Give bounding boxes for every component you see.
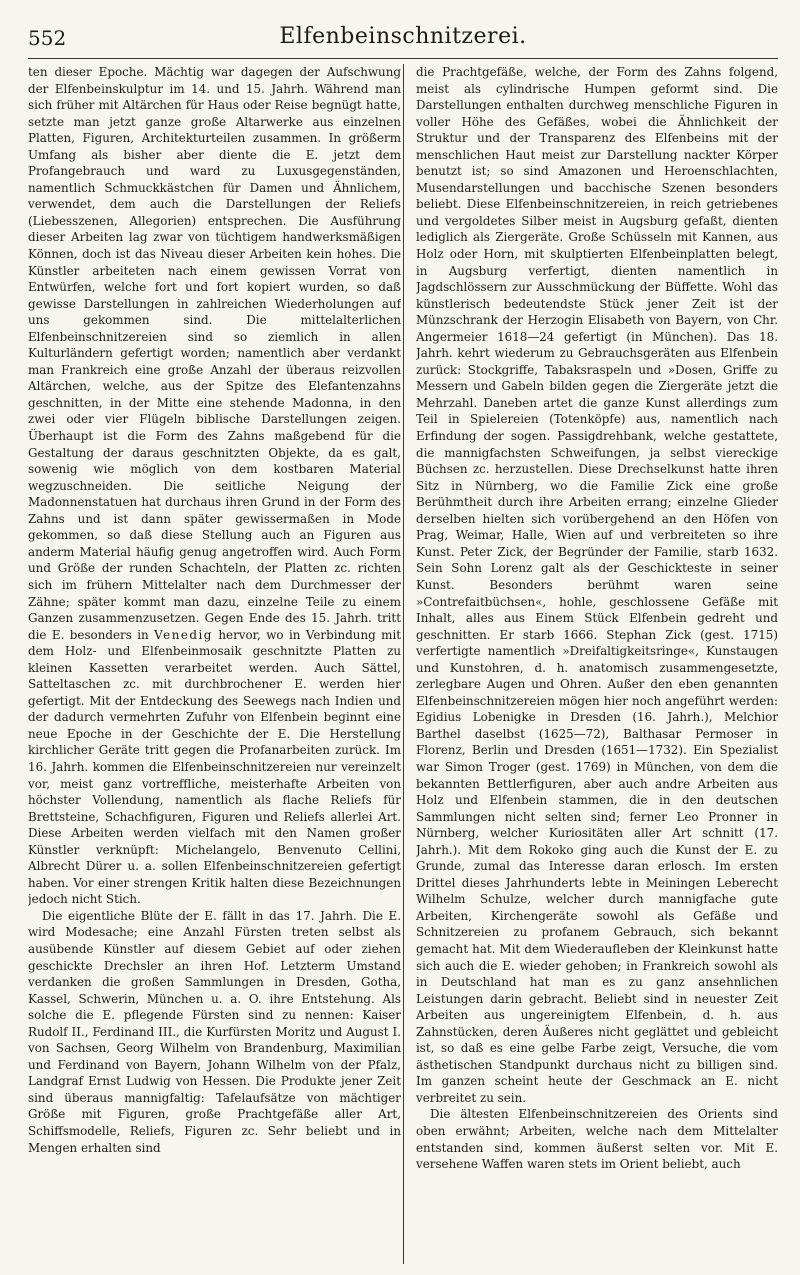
paragraph-text: hervor, wo in Verbindung mit dem Holz- und Elfenbeinmosaik geschnitzte Platten zu kleinen Kassetten verarbeitet werden. Auch Sättel, Satteltaschen zc. mit durchbrochener E. werden hier gefertigt. Mit der Entdeckung des Seewegs nach Indien und der dadurch vermehrten Zufuhr von Elfenbein beginnt eine neue Epoche in der Geschichte der E. Die Herstellung kirchlicher Geräte tritt gegen die Profanarbeiten zurück. Im 16. Jahrh. kommen die Elfenbeinschnitzereien nur vereinzelt vor, meist ganz vortreffliche, meisterhafte Arbeiten von höchster Vollendung, namentlich als flache Reliefs für Brettsteine, Schachfiguren, Figuren und Reliefs allerlei Art. Diese Arbeiten werden vielfach mit den Namen großer Künstler verknüpft: Michelangelo, Benvenuto Cellini, Albrecht Dürer u. a. sollen Elfenbeinschnitzereien gefertigt haben. Vor einer strengen Kritik halten diese Bezeichnungen jedoch nicht Stich. (28, 627, 401, 907)
paragraph: Die eigentliche Blüte der E. fällt in das 17. Jahrh. Die E. wird Modesache; eine Anzahl Fürsten treten selbst als ausübende Künstler auf diesem Gebiet auf oder ziehen geschickte Drechsler an ihren Hof. Letzterm Umstand verdanken die großen Sammlungen in Dresden, Gotha, Kassel, Schwerin, München u. a. O. ihre Entstehung. Als solche die E. pflegende Fürsten sind zu nennen: Kaiser Rudolf II., Ferdinand III., die Kurfürsten Moritz und August I. von Sachsen, Georg Wilhelm von Brandenburg, Maximilian und Ferdinand von Bayern, Johann Wilhelm von der Pfalz, Landgraf Ernst Ludwig von Hessen. Die Produkte jener Zeit sind überaus mannigfaltig: Tafelaufsätze von mächtiger Größe mit Figuren, große Prachtgefäße aller Art, Schiffsmodelle, Reliefs, Figuren zc. Sehr beliebt und in Mengen erhalten sind (28, 908, 401, 1155)
spaced-term: Venedig (154, 627, 213, 642)
right-column (416, 64, 778, 1264)
column-divider (403, 64, 404, 1264)
left-column (28, 64, 401, 1264)
paragraph (28, 64, 401, 908)
running-title: Elfenbeinschnitzerei. (279, 24, 527, 49)
running-header (28, 24, 778, 54)
paragraph: die Prachtgefäße, welche, der Form des Zahns folgend, meist als cylindrische Humpen geformt sind. Die Darstellungen enthalten durchweg menschliche Figuren in voller Höhe des Gefäßes, wobei die Ähnlichkeit der Struktur und der Transparenz des Elfenbeins mit der menschlichen Haut meist zur Darstellung nackter Körper benutzt ist; so sind Amazonen und Heroenschlachten, Musendarstellungen und bacchische Szenen besonders beliebt. Diese Elfenbeinschnitzereien, in reich getriebenes und vergoldetes Silber meist in Augsburg gefaßt, dienten lediglich als Ziergeräte. Große Schüsseln mit Kannen, aus Holz oder Horn, mit skulptierten Elfenbeinplatten belegt, in Augsburg verfertigt, dienten namentlich in Jagdschlössern zur Ausschmückung der Büffette. Wohl das künstlerisch bedeutendste Stück jener Zeit ist der Münzschrank der Herzogin Elisabeth von Bayern, von Chr. Angermeier 1618—24 gefertigt (in München). Das 18. Jahrh. kehrt wiederum zu Gebrauchsgeräten aus Elfenbein zurück: Stockgriffe, Tabaksraspeln und »Dosen, Griffe zu Messern und Gabeln bilden gegen die Ziergeräte jetzt die Mehrzahl. Daneben artet die ganze Kunst allerdings zum Teil in Spielereien (Totenköpfe) aus, namentlich nach Erfindung der sogen. Passigdrehbank, welche gestattete, die mannigfachsten Schweifungen, ja selbst viereckige Büchsen zc. herzustellen. Diese Drechselkunst hatte ihren Sitz in Nürnberg, wo die Familie Zick eine große Berühmtheit durch ihre Arbeiten errang; einzelne Glieder derselben hielten sich vorübergehend an den Höfen von Prag, Weimar, Halle, Wien auf und verbreiteten so ihre Kunst. Peter Zick, der Begründer der Familie, starb 1632. Sein Sohn Lorenz galt als der Geschickteste in seiner Kunst. Besonders berühmt waren seine »Contrefaitbüchsen«, hohle, geschlossene Gefäße mit Inhalt, alles aus Einem Stück Elfenbein gedreht und geschnitten. Er starb 1666. Stephan Zick (gest. 1715) verfertigte namentlich »Dreifaltigkeitsringe«, Kunstaugen und Kunstohren, d. h. anatomisch zusammengesetzte, zerlegbare Augen und Ohren. Außer den eben genannten Elfenbeinschnitzereien mögen hier noch angeführt werden: Egidius Lobenigke in Dresden (16. Jahrh.), Melchior Barthel daselbst (1625—72), Balthasar Permoser in Florenz, Berlin und Dresden (1651—1732). Ein Spezialist war Simon Troger (gest. 1769) in München, von dem die bekannten Bettlerfiguren, aber auch andre Arbeiten aus Holz und Elfenbein stammen, die in den deutschen Sammlungen nicht selten sind; ferner Leo Pronner in Nürnberg, welcher Kuriositäten aller Art schnitt (17. Jahrh.). Mit dem Rokoko ging auch die Kunst der E. zu Grunde, zumal das Interesse daran erlosch. Im ersten Drittel dieses Jahrhunderts lebte in Meiningen Leberecht Wilhelm Schulze, welcher durch mannigfache gute Arbeiten, Kirchengeräte sowohl als Gefäße und Schnitzereien zu profanem Gebrauch, sich bekannt gemacht hat. Mit dem Wiederaufleben der Kleinkunst hatte sich auch die E. wieder gehoben; in Frankreich sowohl als in Deutschland hat man es zu ganz ansehnlichen Leistungen darin gebracht. Beliebt sind in neuester Zeit Arbeiten aus ungereinigtem Elfenbein, d. h. aus Zahnstücken, deren Äußeres nicht geglättet und gebleicht ist, so daß es eine gelbe Farbe zeigt, Versuche, die vom ästhetischen Standpunkt durchaus nicht zu billigen sind. Im ganzen scheint heute der Geschmack an E. nicht verbreitet zu sein. (416, 65, 778, 1105)
paragraph-text: ten dieser Epoche. Mächtig war dagegen der Aufschwung der Elfenbeinskulptur im 14. und 15. Jahrh. Während man sich früher mit Altärchen für Haus oder Reise begnügt hatte, setzte man jetzt ganze große Altarwerke aus einzelnen Platten, Figuren, Architekturteilen zusammen. In größerm Umfang als bisher aber diente die E. jetzt dem Profangebrauch und ward zu Luxusgegenständen, namentlich Schmuckkästchen für Damen und Ähnlichem, verwendet, dem auch die Darstellungen der Reliefs (Liebesszenen, Allegorien) entsprechen. Die Ausführung dieser Arbeiten lag zwar von tüchtigem handwerksmäßigen Können, doch ist das Niveau dieser Arbeiten kein hohes. Die Künstler arbeiteten nach einem gewissen Vorrat von Entwürfen, welche fort und fort kopiert wurden, so daß gewisse Darstellungen in zahlreichen Wiederholungen auf uns gekommen sind. Die mittelalterlichen Elfenbeinschnitzereien sind so ziemlich in allen Kulturländern gefertigt worden; namentlich aber verdankt man Frankreich eine große Anzahl der überaus reizvollen Altärchen, welche, aus der Spitze des Elefantenzahns geschnitten, in der Mitte eine stehende Madonna, in den zwei oder vier Flügeln biblische Darstellungen zeigen. Überhaupt ist die Form des Zahns maßgebend für die Gestaltung der daraus geschnitzten Objekte, da es galt, sowenig wie möglich von dem kostbaren Material wegzuschneiden. Die seitliche Neigung der Madonnenstatuen hat durchaus ihren Grund in der Form des Zahns und ist dann später gewissermaßen in Mode gekommen, so daß diese Stellung auch an Figuren aus anderm Material häufig genug angetroffen wird. Auch Form und Größe der runden Schachteln, der Platten zc. richten sich im frühern Mittelalter nach dem Durchmesser der Zähne; später kommt man dazu, einzelne Teile zu einem Ganzen zusammenzusetzen. Gegen Ende des 15. Jahrh. tritt die E. besonders in (28, 65, 401, 642)
paragraph: Die ältesten Elfenbeinschnitzereien des Orients sind oben erwähnt; Arbeiten, welche nach dem Mittelalter entstanden sind, kommen äußerst selten vor. Mit E. versehene Waffen waren stets im Orient beliebt, auch (416, 1107, 778, 1172)
header-rule (28, 58, 778, 59)
page-number: 552 (28, 26, 67, 50)
